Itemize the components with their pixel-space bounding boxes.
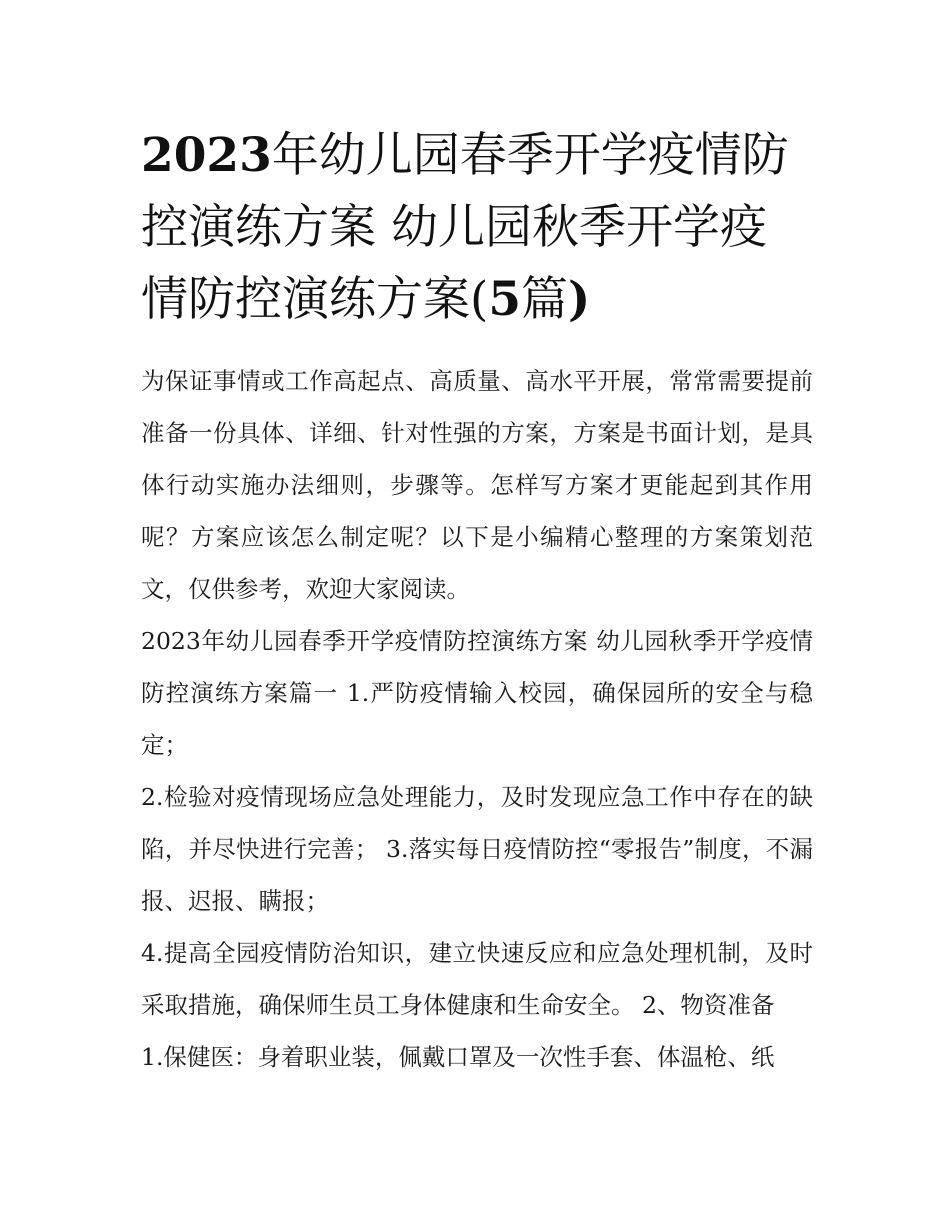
title-suffix: 篇 — [521, 272, 569, 327]
document-title — [141, 120, 813, 336]
title-count: 5 — [488, 272, 522, 327]
document-page — [141, 120, 813, 1083]
title-text: 年幼儿园春季开学疫情防控演练方案 幼儿园秋季开学疫情防控演练方案( — [141, 128, 789, 327]
title-close-paren: ) — [568, 272, 591, 327]
item-2-paragraph: 2.检验对疫情现场应急处理能力，及时发现应急工作中存在的缺陷，并尽快进行完善； 3.落实每日疫情防控“零报告”制度，不漏报、迟报、瞒报； — [141, 783, 813, 915]
item-4-paragraph: 4.提高全园疫情防治知识，建立快速反应和应急处理机制，及时采取措施，确保师生员工身体健康和生命安全。 2、物资准备 — [141, 939, 813, 1019]
title-year: 2023 — [141, 128, 272, 183]
document-body — [141, 355, 813, 1083]
intro-paragraph: 为保证事情或工作高起点、高质量、高水平开展，常常需要提前准备一份具体、详细、针对性强的方案，方案是书面计划，是具体行动实施办法细则，步骤等。怎样写方案才更能起到其作用呢？方案应该怎么制定呢？以下是小编精心整理的方案策划范文，仅供参考，欢迎大家阅读。 — [141, 367, 813, 603]
item-1-paragraph: 1.保健医：身着职业装，佩戴口罩及一次性手套、体温枪、纸 — [141, 1043, 775, 1071]
section-one-paragraph: 2023年幼儿园春季开学疫情防控演练方案 幼儿园秋季开学疫情防控演练方案篇一 1.严防疫情输入校园，确保园所的安全与稳定； — [141, 627, 813, 759]
